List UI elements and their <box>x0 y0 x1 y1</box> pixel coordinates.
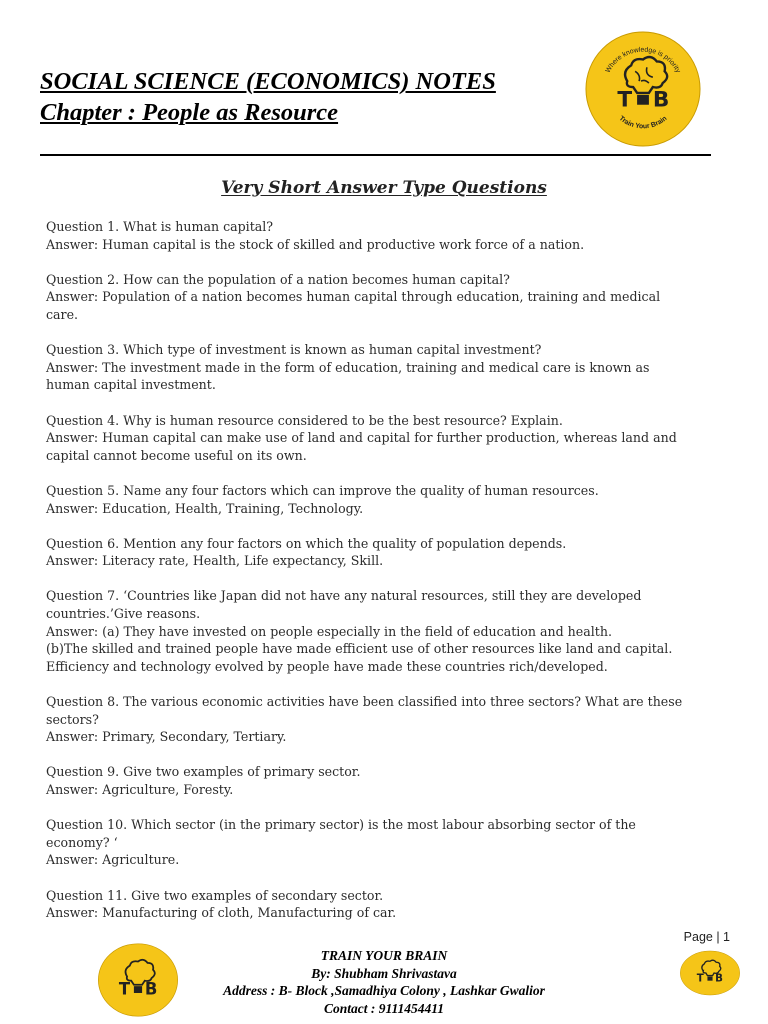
logo-arc-top-text: Where knowledge is priority <box>604 46 682 75</box>
answer-text: sectors? <box>46 711 99 727</box>
answer-text: Answer: Population of a nation becomes human capital through education, training and medical <box>46 289 661 305</box>
question-text: Question 8. The various economic activities have been classified into three sectors? What are these <box>46 694 683 710</box>
qa-item <box>46 693 736 746</box>
logo-letter-t: T <box>696 973 704 985</box>
question-text: Question 5. Name any four factors which can improve the quality of human resources. <box>46 482 599 498</box>
answer-text: (b)The skilled and trained people have made efficient use of other resources like land and capital. <box>46 641 673 657</box>
answer-text: Answer: Human capital can make use of land and capital for further production, whereas land and <box>46 430 677 446</box>
answer-text: economy? ‘ <box>46 834 118 850</box>
question-text: Question 4. Why is human resource considered to be the best resource? Explain. <box>46 412 563 428</box>
logo-letter-b: B <box>715 973 723 985</box>
qa-item <box>46 218 736 253</box>
footer-contact: Contact : 9111454411 <box>323 1000 445 1016</box>
tyb-logo <box>584 30 702 148</box>
qa-item <box>46 341 736 394</box>
footer-org: TRAIN YOUR BRAIN <box>320 948 448 963</box>
question-text: Question 2. How can the population of a nation becomes human capital? <box>46 271 510 287</box>
logo-arc-bottom-text: Train Your Brain <box>617 115 669 131</box>
header-divider <box>40 154 711 156</box>
footer <box>0 947 768 1017</box>
answer-text: Answer: Manufacturing of cloth, Manufacturing of car. <box>46 905 397 921</box>
qa-item <box>46 271 736 324</box>
question-text: Question 6. Mention any four factors on which the quality of population depends. <box>46 535 567 551</box>
qa-item <box>46 412 736 465</box>
footer-address: Address : B- Block ,Samadhiya Colony , Lashkar Gwalior <box>223 983 545 998</box>
answer-text: Answer: (a) They have invested on people especially in the field of education and health. <box>46 623 612 639</box>
notes-title: SOCIAL SCIENCE (ECONOMICS) NOTES <box>40 68 496 95</box>
question-text: Question 10. Which sector (in the primary sector) is the most labour absorbing sector of the <box>46 817 636 833</box>
answer-text: human capital investment. <box>46 377 216 393</box>
answer-text: Answer: Education, Health, Training, Technology. <box>46 500 364 516</box>
question-text: Question 9. Give two examples of primary sector. <box>46 764 361 780</box>
document-header <box>40 66 496 128</box>
answer-text: Answer: Agriculture, Foresty. <box>46 782 234 797</box>
answer-text: Answer: Literacy rate, Health, Life expectancy, Skill. <box>46 553 384 569</box>
qa-item <box>46 482 736 517</box>
qa-item <box>46 763 736 798</box>
answer-text: Efficiency and technology evolved by people have made these countries rich/developed. <box>46 658 608 674</box>
qa-item <box>46 816 736 869</box>
page-number: Page | 1 <box>683 930 730 944</box>
section-title: Very Short Answer Type Questions <box>221 178 547 198</box>
answer-text: Answer: Human capital is the stock of skilled and productive work force of a nation. <box>46 236 585 252</box>
answer-text: capital cannot become useful on its own. <box>46 447 307 463</box>
logo-letter-b: B <box>652 87 670 113</box>
chapter-title: Chapter : People as Resource <box>40 99 339 126</box>
qa-item <box>46 587 736 675</box>
answer-text: Answer: Primary, Secondary, Tertiary. <box>46 729 287 745</box>
logo-letter-t: T <box>118 979 131 999</box>
footer-author: By: Shubham Shrivastava <box>311 965 457 981</box>
question-text: Question 1. What is human capital? <box>46 219 274 234</box>
qa-item <box>46 887 736 922</box>
answer-text: Answer: The investment made in the form of education, training and medical care is known as <box>46 359 650 375</box>
footer-logo-right <box>679 950 741 996</box>
qa-item <box>46 535 736 570</box>
qa-list <box>46 218 736 939</box>
question-text: Question 7. ‘Countries like Japan did not have any natural resources, still they are developed <box>46 588 642 604</box>
question-text: Question 3. Which type of investment is known as human capital investment? <box>46 342 542 358</box>
question-text: Question 11. Give two examples of secondary sector. <box>46 887 384 903</box>
answer-text: care. <box>46 306 79 322</box>
answer-text: Answer: Agriculture. <box>46 852 180 868</box>
answer-text: countries.’Give reasons. <box>46 606 201 622</box>
logo-letter-t: T <box>617 87 633 113</box>
logo-letter-b: B <box>144 979 158 999</box>
